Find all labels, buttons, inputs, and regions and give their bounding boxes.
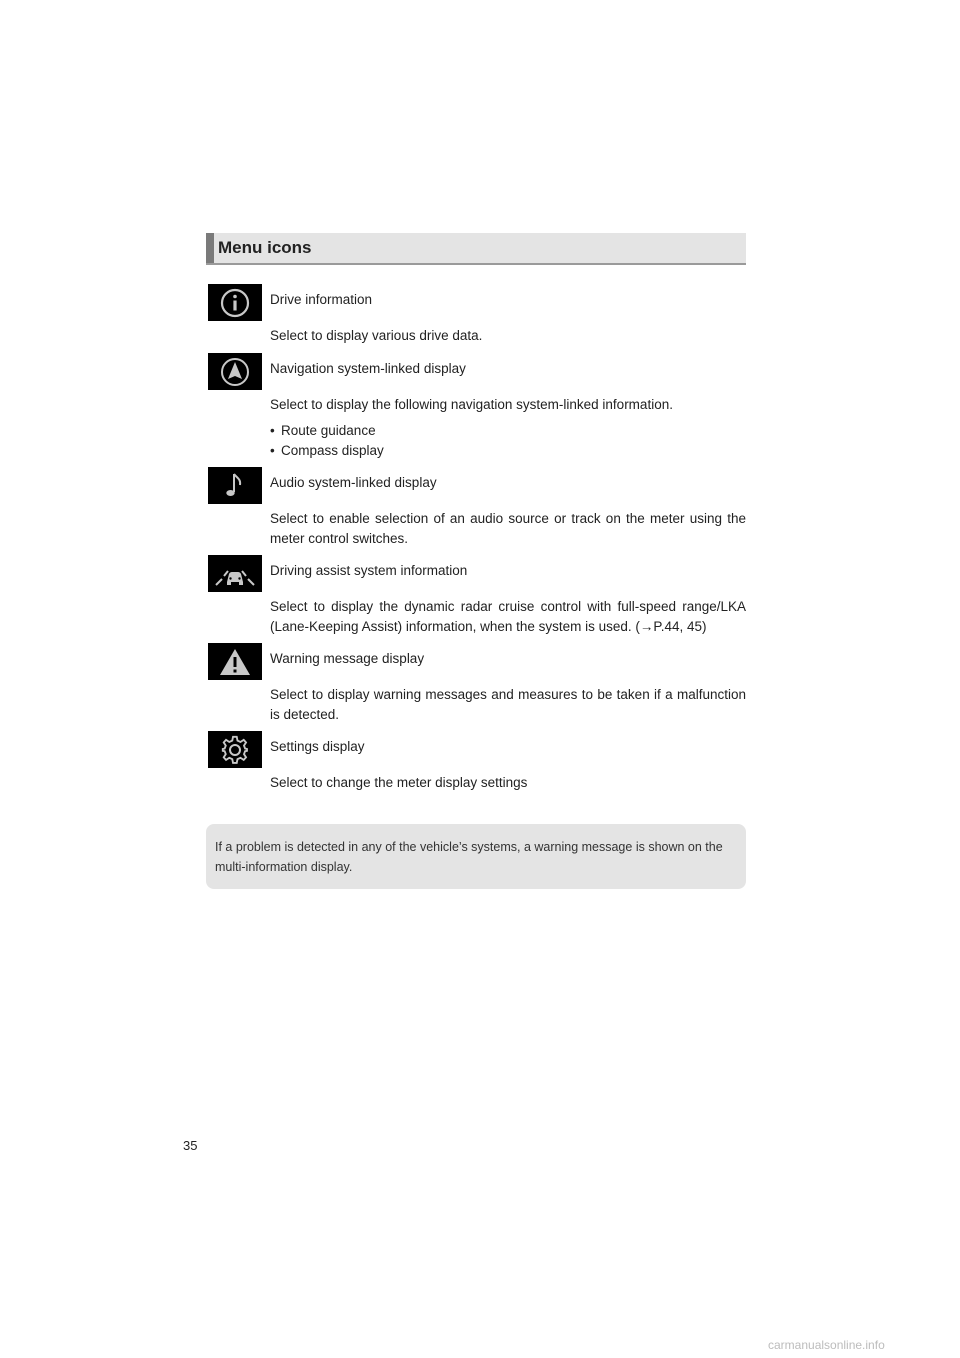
entry-description: Select to enable selection of an audio source or track on the meter using the meter control switches. (270, 511, 746, 546)
entry-title: Driving assist system information (270, 563, 468, 578)
section-header-bar (206, 233, 214, 263)
navigation-icon (208, 353, 262, 390)
section-title: Menu icons (218, 238, 312, 257)
watermark: carmanualsonline.info (768, 1338, 885, 1352)
entry-description: Select to display various drive data. (270, 328, 483, 343)
warning-icon (208, 643, 262, 680)
entry-title: Audio system-linked display (270, 475, 437, 490)
entry-description: Select to display the following navigation system-linked information. (270, 397, 673, 412)
entry-bullet-list (270, 421, 384, 460)
section-header (206, 233, 746, 265)
page-number: 35 (183, 1138, 198, 1153)
entry-title: Settings display (270, 739, 365, 754)
entry-description: Select to display the dynamic radar cruise control with full-speed range/LKA (Lane-Keeping Assist) information, when the system is used. (→P.44, 45) (270, 599, 746, 634)
entry-description: Select to display warning messages and measures to be taken if a malfunction is detected. (270, 687, 746, 722)
list-item: • Compass display (270, 442, 384, 458)
entry-title: Navigation system-linked display (270, 361, 466, 376)
gear-icon (208, 731, 262, 768)
entry-title: Warning message display (270, 651, 425, 666)
driving-assist-icon (208, 555, 262, 592)
info-icon (208, 284, 262, 321)
note-text: If a problem is detected in any of the vehicle’s systems, a warning message is shown on the multi-information display. (215, 840, 723, 874)
music-note-icon (208, 467, 262, 504)
entry-title: Drive information (270, 292, 373, 307)
list-item: • Route guidance (270, 423, 376, 438)
note-box (206, 824, 746, 889)
entry-description: Select to change the meter display settings (270, 775, 528, 790)
